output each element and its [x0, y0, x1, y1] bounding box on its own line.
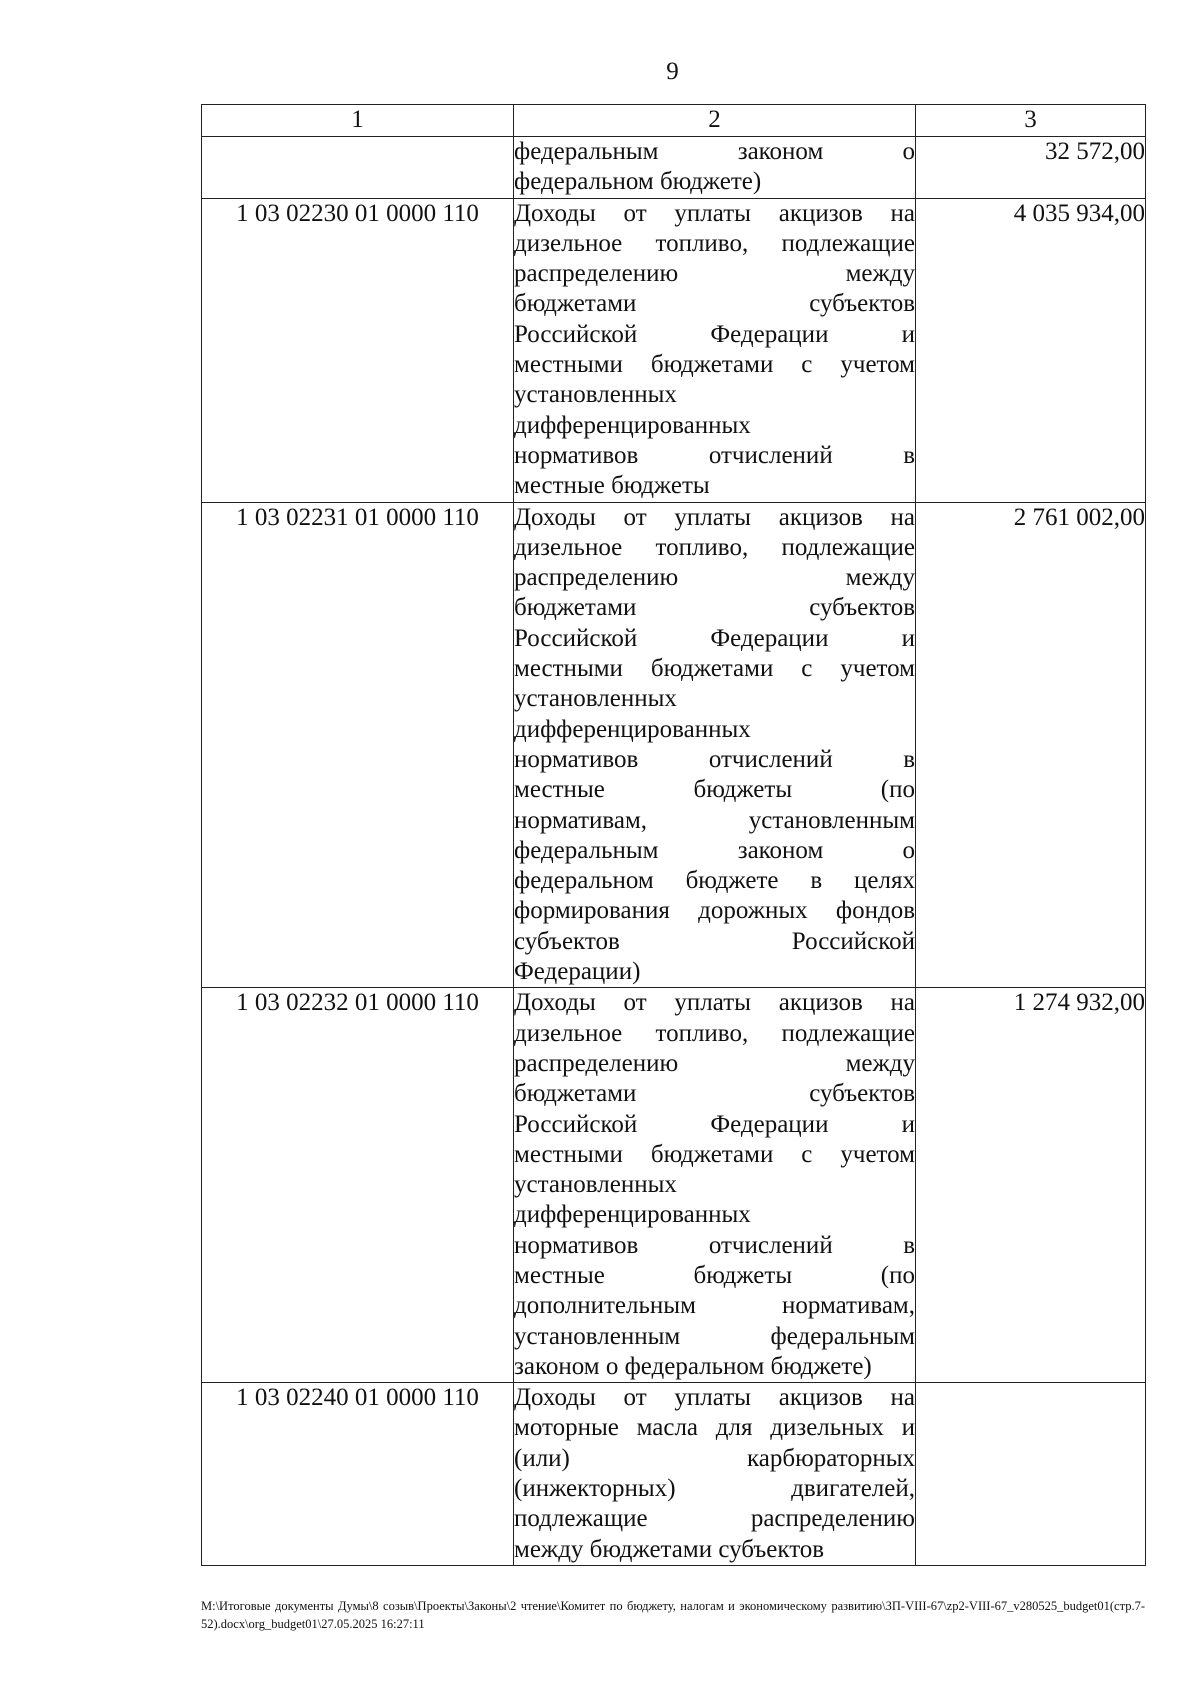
- description-line: установленных: [514, 381, 677, 409]
- column-header-1: 1: [202, 105, 514, 137]
- description-line: распределению между: [514, 564, 915, 592]
- description-line: моторные масла для дизельных и: [514, 1414, 915, 1442]
- description-line: Федерации): [514, 958, 641, 986]
- amount-cell: 1 274 932,00: [916, 988, 1146, 1383]
- description-line: установленных: [514, 1171, 677, 1199]
- description-line: местными бюджетами с учетом: [514, 1140, 915, 1168]
- description-line: распределению между: [514, 1049, 915, 1077]
- description-line: (инжекторных) двигателей,: [514, 1475, 915, 1503]
- description-line: формирования дорожных фондов: [514, 897, 915, 925]
- table-header-row: [202, 105, 1146, 137]
- description-line: бюджетами субъектов: [514, 290, 915, 318]
- description-line: (или) карбюраторных: [514, 1444, 915, 1472]
- description-line: Доходы от уплаты акцизов на: [514, 989, 915, 1017]
- description-line: дизельное топливо, подлежащие: [514, 1019, 915, 1047]
- revenue-code-cell: 1 03 02231 01 0000 110: [202, 502, 514, 988]
- description-line: местные бюджеты: [514, 472, 710, 500]
- description-line: местными бюджетами с учетом: [514, 655, 915, 683]
- description-line: нормативов отчислений в: [514, 745, 915, 773]
- table-row: [202, 137, 1146, 199]
- description-line: местные бюджеты (по: [514, 776, 915, 804]
- description-line: дизельное топливо, подлежащие: [514, 533, 915, 561]
- description-line: Доходы от уплаты акцизов на: [514, 1384, 915, 1412]
- description-line: дифференцированных: [514, 411, 751, 439]
- revenue-code-cell: [202, 137, 514, 199]
- revenue-description-cell: [514, 988, 916, 1383]
- document-path-footer: М:\Итоговые документы Думы\8 созыв\Проекты\Законы\2 чтение\Комитет по бюджету, налогам и экономическому развитию\ЗП-VIII-67\zp2-VIII-67_v280525_budget01(стр.7-52).docx\org_budget01\27.05.2025 16:27:11: [201, 1599, 1145, 1631]
- description-line: бюджетами субъектов: [514, 594, 915, 622]
- table-body: [202, 137, 1146, 1566]
- table-row: [202, 502, 1146, 988]
- column-header-2: 2: [514, 105, 916, 137]
- amount-cell: 2 761 002,00: [916, 502, 1146, 988]
- description-line: нормативов отчислений в: [514, 1231, 915, 1259]
- description-line: Доходы от уплаты акцизов на: [514, 199, 915, 227]
- description-line: федеральном бюджете в целях: [514, 867, 915, 895]
- description-line: Российской Федерации и: [514, 624, 915, 652]
- description-line: подлежащие распределению: [514, 1505, 915, 1533]
- table-row: [202, 988, 1146, 1383]
- description-line: нормативам, установленным: [514, 806, 915, 834]
- revenue-code-cell: 1 03 02240 01 0000 110: [202, 1383, 514, 1566]
- page-number: 9: [666, 58, 679, 85]
- description-line: нормативов отчислений в: [514, 441, 915, 469]
- revenue-code-cell: 1 03 02230 01 0000 110: [202, 198, 514, 502]
- revenue-code-cell: 1 03 02232 01 0000 110: [202, 988, 514, 1383]
- description-line: Доходы от уплаты акцизов на: [514, 503, 915, 531]
- description-line: федеральном бюджете): [514, 168, 762, 196]
- description-line: Российской Федерации и: [514, 1110, 915, 1138]
- description-line: между бюджетами субъектов: [514, 1535, 825, 1563]
- description-line: распределению между: [514, 260, 915, 288]
- column-header-3: 3: [916, 105, 1146, 137]
- revenue-description-cell: [514, 1383, 916, 1566]
- description-line: федеральным законом о: [514, 836, 915, 864]
- description-line: законом о федеральном бюджете): [514, 1352, 872, 1380]
- description-line: федеральным законом о: [514, 138, 915, 165]
- description-line: местные бюджеты (по: [514, 1261, 915, 1289]
- description-line: дополнительным нормативам,: [514, 1292, 915, 1320]
- description-line: дифференцированных: [514, 715, 751, 743]
- revenue-description-cell: [514, 137, 916, 199]
- revenue-description-cell: [514, 198, 916, 502]
- amount-cell: 32 572,00: [916, 137, 1146, 199]
- table-row: [202, 198, 1146, 502]
- revenue-description-cell: [514, 502, 916, 988]
- table-row: [202, 1383, 1146, 1566]
- description-line: установленным федеральным: [514, 1322, 915, 1350]
- revenue-table: [201, 104, 1146, 1566]
- description-line: дифференцированных: [514, 1201, 751, 1229]
- description-line: установленных: [514, 685, 677, 713]
- description-line: местными бюджетами с учетом: [514, 351, 915, 379]
- description-line: субъектов Российской: [514, 927, 915, 955]
- description-line: дизельное топливо, подлежащие: [514, 229, 915, 257]
- description-line: Российской Федерации и: [514, 320, 915, 348]
- description-line: бюджетами субъектов: [514, 1080, 915, 1108]
- amount-cell: [916, 1383, 1146, 1566]
- amount-cell: 4 035 934,00: [916, 198, 1146, 502]
